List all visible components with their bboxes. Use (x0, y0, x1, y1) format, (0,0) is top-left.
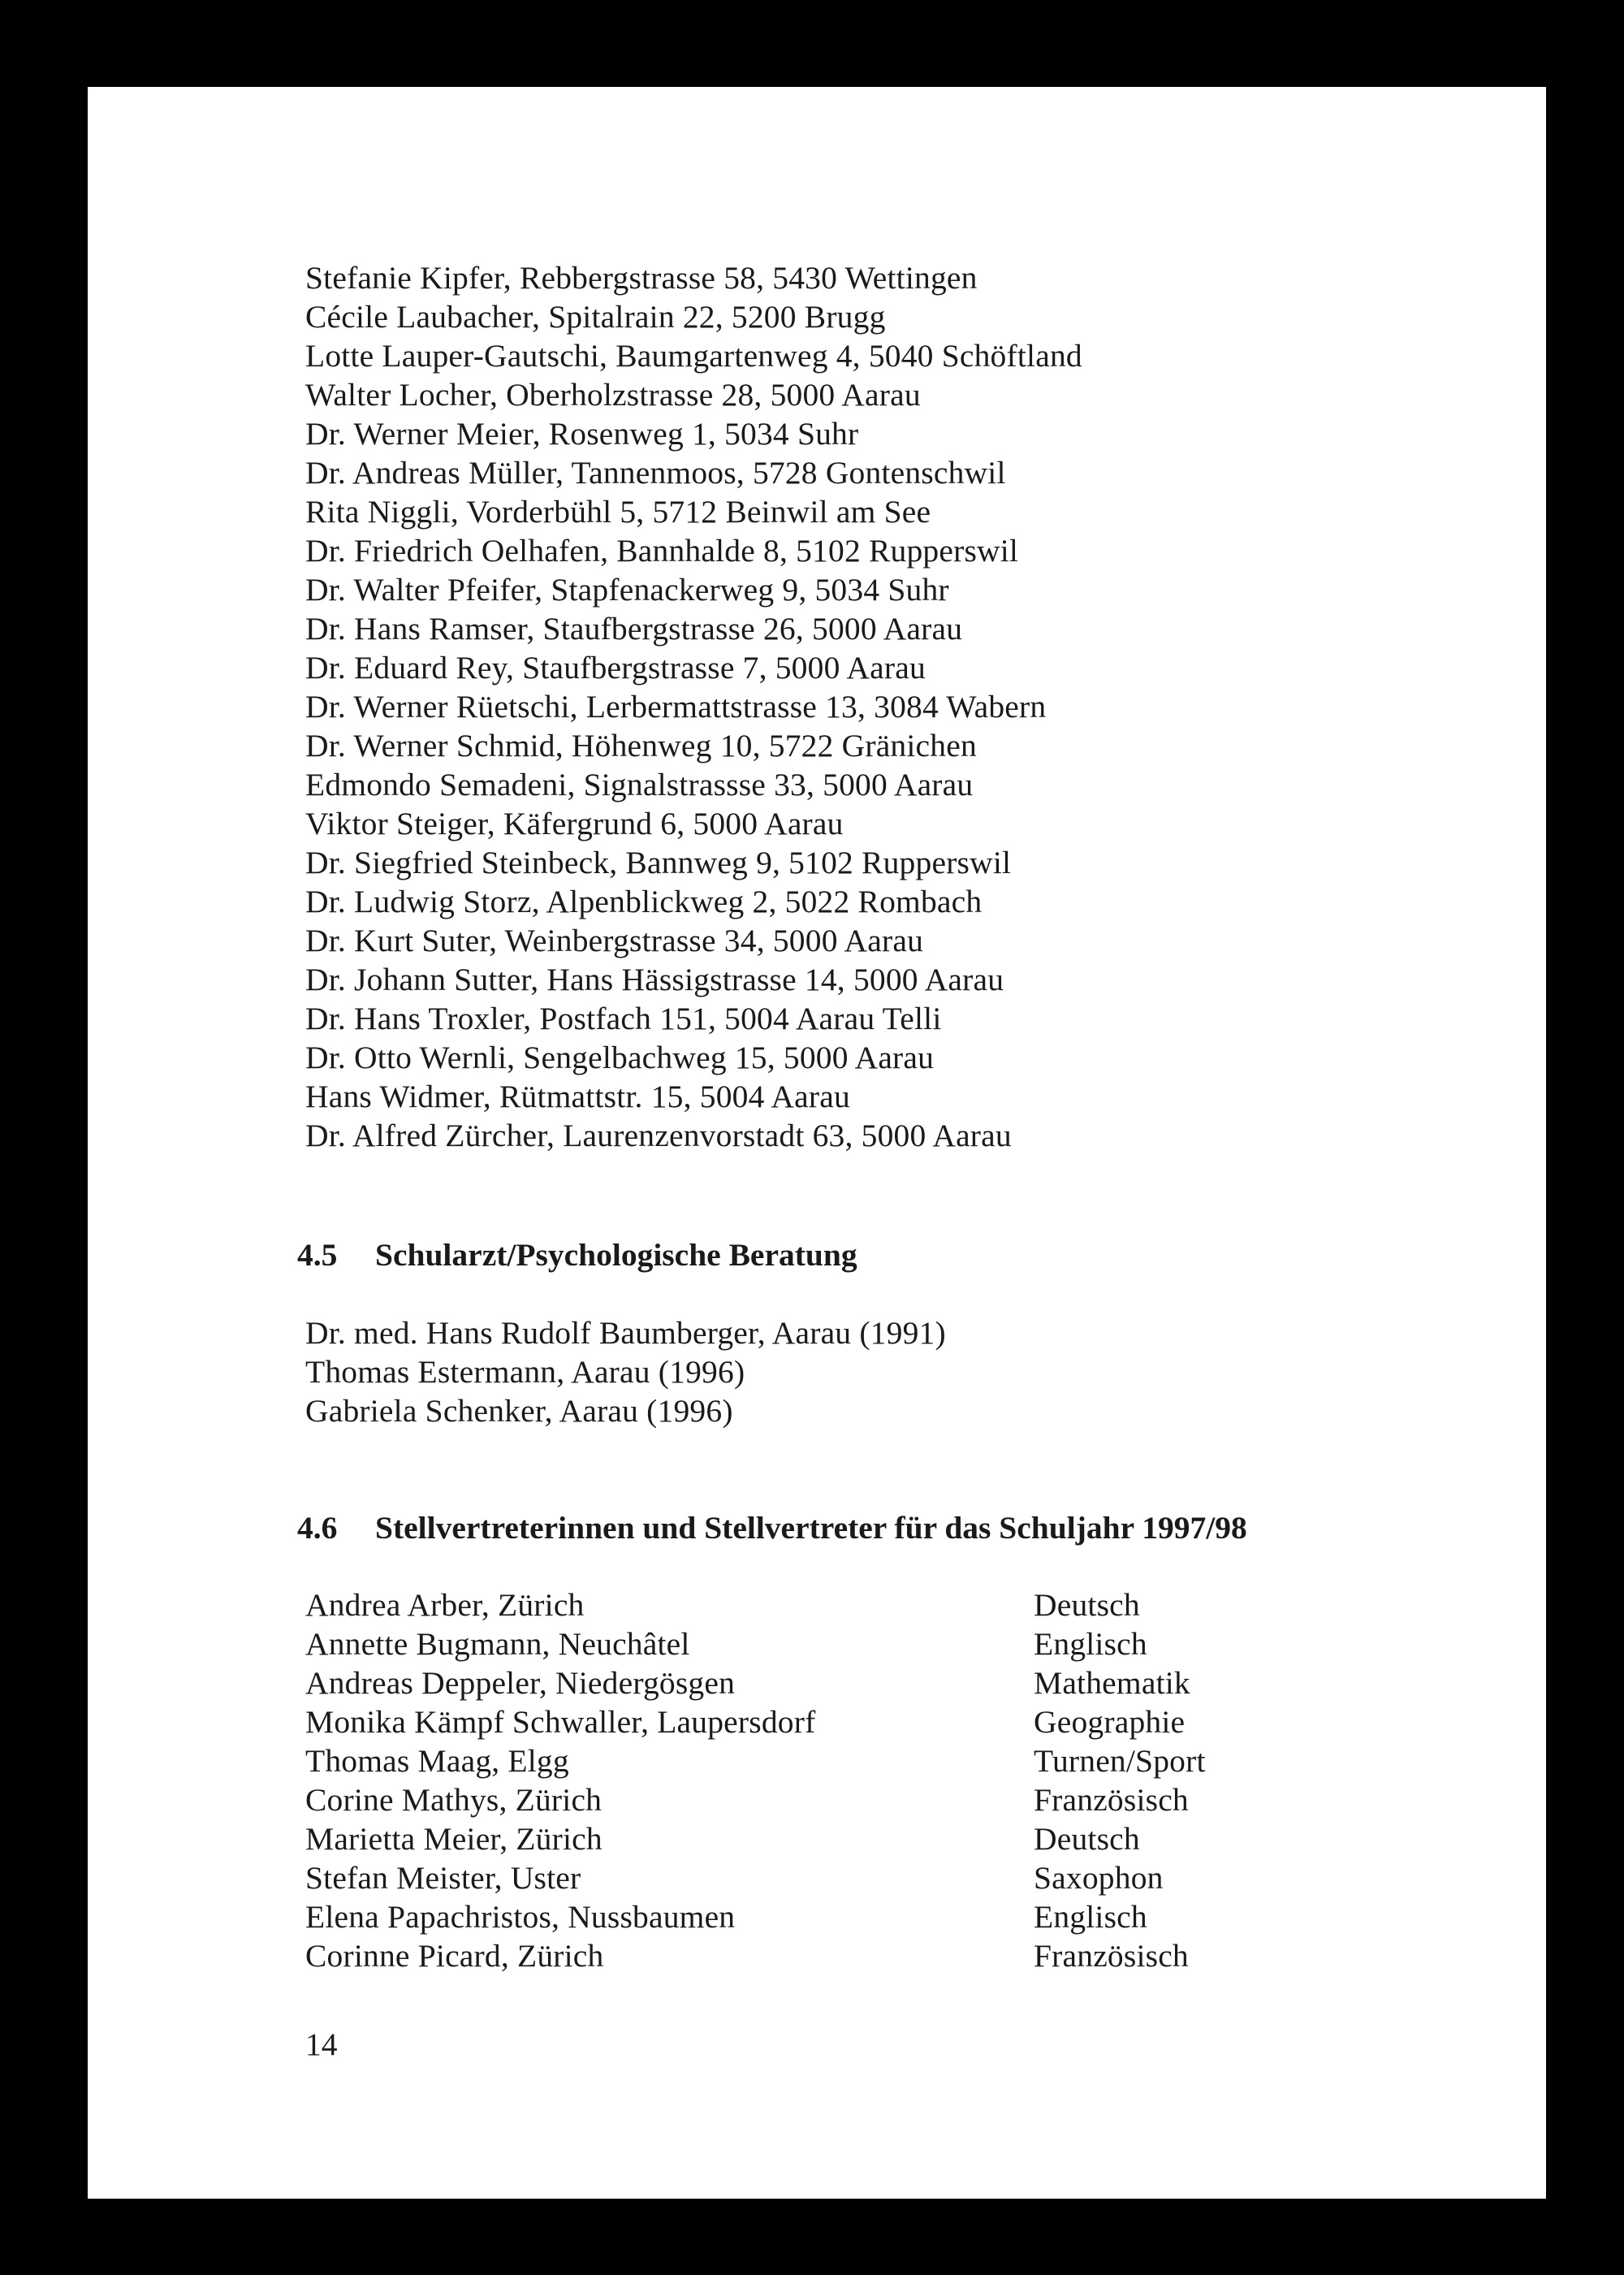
list-item: Thomas Estermann, Aarau (1996) (305, 1354, 745, 1390)
list-item: Dr. Werner Schmid, Höhenweg 10, 5722 Gränichen (305, 728, 977, 763)
teacher-subject: Geographie (1034, 1704, 1186, 1740)
substitute-teachers-table (305, 1585, 1206, 1975)
teacher-subject: Saxophon (1034, 1860, 1164, 1896)
teacher-subject: Deutsch (1034, 1821, 1140, 1857)
teacher-name: Andrea Arber, Zürich (305, 1587, 585, 1623)
list-item: Dr. Werner Rüetschi, Lerbermattstrasse 13, 3084 Wabern (305, 689, 1047, 724)
contact-list (305, 258, 1082, 1155)
table-row (305, 1858, 1206, 1897)
table-row (305, 1819, 1206, 1858)
teacher-name: Andreas Deppeler, Niedergösgen (305, 1665, 736, 1701)
teacher-subject: Französisch (1034, 1938, 1189, 1974)
table-row (305, 1663, 1206, 1702)
document-page (88, 87, 1546, 2199)
list-item: Gabriela Schenker, Aarau (1996) (305, 1393, 733, 1429)
teacher-name: Marietta Meier, Zürich (305, 1821, 603, 1857)
table-row (305, 1741, 1206, 1780)
list-item: Dr. Johann Sutter, Hans Hässigstrasse 14, 5000 Aarau (305, 962, 1004, 997)
list-item: Dr. Walter Pfeifer, Stapfenackerweg 9, 5034 Suhr (305, 572, 949, 608)
list-item: Dr. Eduard Rey, Staufbergstrasse 7, 5000 Aarau (305, 650, 926, 686)
list-item: Viktor Steiger, Käfergrund 6, 5000 Aarau (305, 806, 844, 841)
teacher-subject: Deutsch (1034, 1587, 1140, 1623)
table-row (305, 1936, 1206, 1975)
list-item: Dr. Friedrich Oelhafen, Bannhalde 8, 5102 Rupperswil (305, 533, 1019, 569)
list-item: Stefanie Kipfer, Rebbergstrasse 58, 5430 Wettingen (305, 260, 978, 296)
list-item: Dr. Andreas Müller, Tannenmoos, 5728 Gontenschwil (305, 455, 1006, 491)
teacher-subject: Französisch (1034, 1782, 1189, 1818)
teacher-name: Annette Bugmann, Neuchâtel (305, 1626, 690, 1662)
section-heading-4-5 (297, 1235, 857, 1274)
teacher-name: Monika Kämpf Schwaller, Laupersdorf (305, 1704, 816, 1740)
list-item: Dr. Hans Ramser, Staufbergstrasse 26, 5000 Aarau (305, 611, 963, 647)
teacher-name: Stefan Meister, Uster (305, 1860, 581, 1896)
list-item: Hans Widmer, Rütmattstr. 15, 5004 Aarau (305, 1079, 850, 1114)
list-item: Dr. Ludwig Storz, Alpenblickweg 2, 5022 Rombach (305, 884, 983, 919)
list-item: Walter Locher, Oberholzstrasse 28, 5000 Aarau (305, 377, 921, 413)
teacher-name: Corinne Picard, Zürich (305, 1938, 604, 1974)
teacher-subject: Mathematik (1034, 1665, 1190, 1701)
table-row (305, 1780, 1206, 1819)
list-item: Cécile Laubacher, Spitalrain 22, 5200 Brugg (305, 299, 886, 335)
list-item: Dr. Otto Wernli, Sengelbachweg 15, 5000 Aarau (305, 1040, 935, 1075)
table-row (305, 1897, 1206, 1936)
page-number: 14 (305, 2026, 338, 2062)
list-item: Dr. Alfred Zürcher, Laurenzenvorstadt 63, 5000 Aarau (305, 1118, 1012, 1153)
teacher-name: Thomas Maag, Elgg (305, 1743, 569, 1779)
teacher-name: Elena Papachristos, Nussbaumen (305, 1899, 736, 1935)
list-item: Lotte Lauper-Gautschi, Baumgartenweg 4, 5040 Schöftland (305, 338, 1082, 374)
teacher-name: Corine Mathys, Zürich (305, 1782, 603, 1818)
list-item: Rita Niggli, Vorderbühl 5, 5712 Beinwil am See (305, 494, 931, 530)
teacher-subject: Turnen/Sport (1034, 1743, 1206, 1779)
section-heading-4-6 (297, 1508, 1247, 1547)
list-item: Edmondo Semadeni, Signalstrassse 33, 5000 Aarau (305, 767, 974, 802)
list-item: Dr. Werner Meier, Rosenweg 1, 5034 Suhr (305, 416, 859, 452)
list-item: Dr. med. Hans Rudolf Baumberger, Aarau (1991) (305, 1315, 946, 1351)
teacher-subject: Englisch (1034, 1626, 1147, 1662)
table-row (305, 1702, 1206, 1741)
table-row (305, 1624, 1206, 1663)
school-doctor-list (305, 1313, 946, 1430)
section-title: Schularzt/Psychologische Beratung (375, 1237, 857, 1273)
table-row (305, 1585, 1206, 1624)
section-number: 4.6 (297, 1510, 338, 1546)
list-item: Dr. Kurt Suter, Weinbergstrasse 34, 5000 Aarau (305, 923, 924, 958)
section-number: 4.5 (297, 1237, 338, 1273)
list-item: Dr. Hans Troxler, Postfach 151, 5004 Aarau Telli (305, 1001, 942, 1036)
list-item: Dr. Siegfried Steinbeck, Bannweg 9, 5102 Rupperswil (305, 845, 1012, 880)
section-title: Stellvertreterinnen und Stellvertreter für das Schuljahr 1997/98 (375, 1510, 1247, 1546)
teacher-subject: Englisch (1034, 1899, 1147, 1935)
